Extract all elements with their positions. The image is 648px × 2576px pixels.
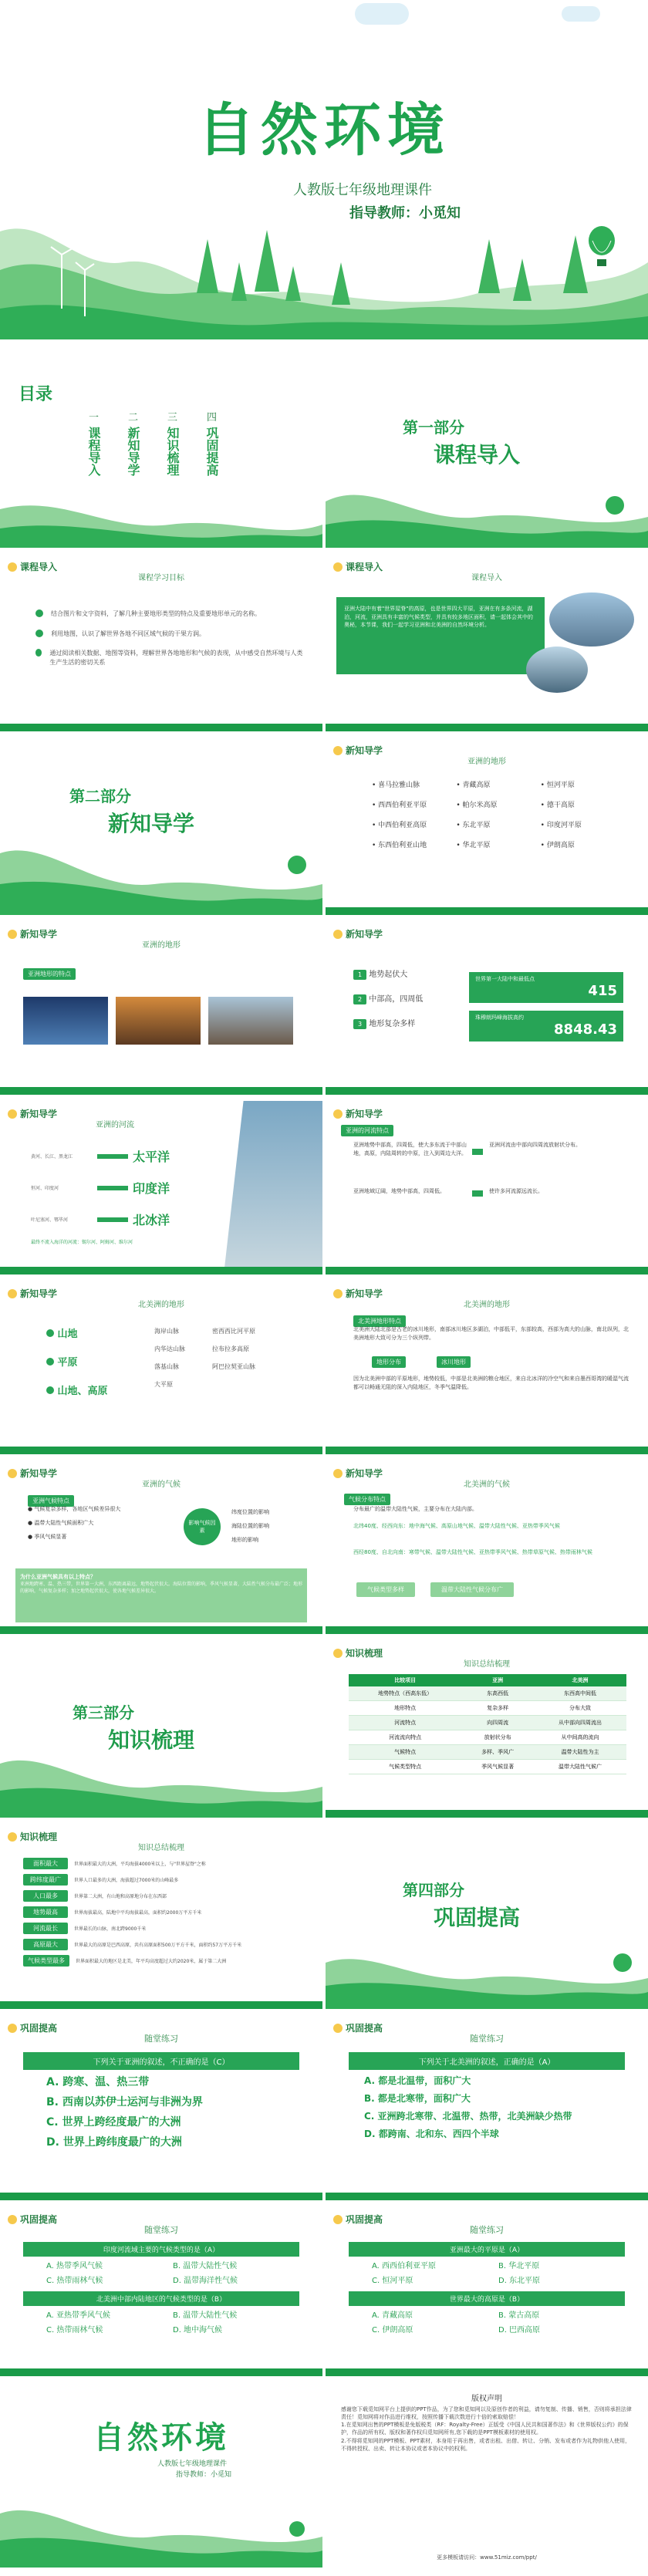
climate-intro: 分布最广的温带大陆性气候，主要分布在大陆内部。 [353,1506,478,1512]
sun-icon [8,1832,17,1842]
option-a[interactable]: A. 都是北温带，面积广大 [364,2075,471,2086]
table-cell: 气候类型特点 [349,1760,461,1774]
header: 新知导学 [333,1107,383,1120]
slide-review-2 [0,1824,322,2009]
list-item: ● 气候复杂多样，各地区气候差异很大 [28,1506,121,1512]
list-item: 结合图片和文字资料，了解几种主要地形类型的特点及重要地形单元的名称。 [35,609,307,619]
table-cell: 向四周流 [461,1716,534,1730]
river-cause-1: 亚洲地势中部高，四周低，使大多东流于中部山地，高原，内陆周转的中原，注入到周边大洋。 [353,1142,467,1156]
slide-toc [0,363,322,548]
toc-item-1[interactable]: 一 课程导入 [86,412,101,476]
part3-hills [0,1740,322,1818]
fact-list [23,1858,307,1967]
fact-label: 地势最高 [23,1906,68,1918]
option-grid-b [372,2308,625,2335]
list-item: 拉布拉多高原 [212,1345,249,1352]
header: 巩固提高 [8,2213,57,2226]
header: 新知导学 [8,1287,57,1300]
header: 知识梳理 [333,1646,383,1659]
header: 新知导学 [333,927,383,940]
end-teacher: 指导教师：小觅知 [175,2471,231,2479]
balloon-icon [586,225,617,272]
copyright-title: 版权声明 [471,2395,502,2403]
slide-new-5 [326,1101,648,1274]
compare-table [349,1674,626,1774]
list-item: 黄河、长江、黑龙江 太平洋 [31,1150,170,1164]
header: 新知导学 [8,927,57,940]
list-item [23,1939,307,1950]
section-subtitle: 亚洲的地形 [467,758,506,766]
table-cell: 地形特点 [349,1701,461,1716]
option-b[interactable]: B. 都是北寒带，面积广大 [364,2093,471,2104]
section-subtitle: 随堂练习 [144,2225,178,2235]
table-cell: 温带大陆性为主 [534,1745,626,1760]
fact-text: 世界最长的山脉，南北跨9000千米 [74,1926,147,1932]
list-item: 海岸山脉 [154,1328,179,1335]
list-item: 恒河、印度河 印度洋 [31,1181,170,1196]
landform-text-1: 北美洲大陆北部是古老的冰川地形，南部冰川地区多湖泊，中部低平，东部较高，西部为高大的山脉，南北纵列，北美洲地形大致可分为三个纵列带。 [353,1326,629,1341]
table-cell: 温带大陆性气候广 [534,1760,626,1774]
photo-lake [526,647,588,693]
toc-item-3[interactable]: 三 知识梳理 [165,412,180,476]
landform-names-mid [154,1327,185,1389]
header: 新知导学 [333,1467,383,1480]
pill-row: 地形分布 冰川地形 [372,1356,471,1368]
end-hills [0,2490,322,2568]
option-d[interactable]: D. 都跨南、北和东、西四个半球 [364,2129,499,2139]
toc-item-4[interactable]: 四 巩固提高 [204,412,219,476]
header: 课程导入 [333,560,383,573]
list-item: 1 地势起伏大 [353,967,423,980]
part1-label: 第一部分 [403,418,464,437]
section-subtitle: 北美洲的地形 [138,1301,184,1309]
option-a[interactable]: A. 跨寒、温、热三带 [46,2076,150,2088]
toc-item-2[interactable]: 二 新知导学 [126,412,140,476]
stat-box-1: 世界第一大陆中和最低点 415 [469,972,623,1003]
section-subtitle: 北美洲的气候 [464,1480,510,1489]
header: 知识梳理 [8,1830,57,1843]
factor-list [231,1508,269,1544]
list-item: 山地、高原 [46,1383,108,1397]
list-item: • 东北平原 [456,822,491,829]
slide-practice-2 [326,2015,648,2200]
section-subtitle: 随堂练习 [470,2225,504,2235]
option-c[interactable]: C. 热带雨林气候 [46,2277,103,2285]
slide-practice-3 [0,2206,322,2376]
list-item: 3 地形复杂多样 [353,1017,423,1029]
fact-label: 河流最长 [23,1923,68,1934]
section-subtitle: 北美洲的地形 [464,1301,510,1309]
pill-row: 气候类型多样 温带大陆性气候分布广 [356,1582,514,1597]
option-d[interactable]: D. 东北平原 [498,2277,541,2285]
list-item: • 青藏高原 [456,782,491,789]
fact-label: 高原最大 [23,1939,68,1950]
feature-pill: 气候分布特点 [344,1490,390,1505]
cover-teacher: 指导教师：小觅知 [349,205,461,221]
option-b[interactable]: B. 西南以苏伊士运河与非洲为界 [46,2096,203,2108]
table-cell: 多样、季风广 [461,1745,534,1760]
list-item: • 帕尔米高原 [456,802,498,809]
list-item: 密西西比河平原 [212,1328,255,1335]
sun-icon [8,1469,17,1478]
slide-new-9 [326,1460,648,1634]
section-subtitle: 课程学习目标 [138,574,184,582]
section-subtitle: 亚洲的地形 [142,941,181,950]
part2-label: 第二部分 [69,787,131,805]
slide-copyright [326,2382,648,2568]
list-item [23,1858,307,1869]
list-item: • 伊朗高原 [540,842,575,849]
option-grid-b [46,2308,299,2335]
list-item: • 喜马拉雅山脉 [372,782,420,789]
list-item: 内华达山脉 [154,1345,185,1352]
table-cell: 河流流向特点 [349,1730,461,1745]
list-item: 利用地图，认识了解世界各地不同区域气候的干果方润。 [35,630,307,639]
slide-new-1 [326,738,648,915]
table-cell: 东高西低 [461,1686,534,1701]
list-item: 2 中部高，四周低 [353,992,423,1004]
arrow-icon [472,1190,483,1197]
arrow-icon [472,1149,483,1155]
list-item: • 华北平原 [456,842,491,849]
toc-list [85,409,221,476]
question-banner-b: 北美洲中部内陆地区的气候类型的是（B） [23,2291,299,2306]
table-row [349,1716,626,1730]
river-footer: 最终不流入海洋的河流：锡尔河、阿姆河、维尔河 [31,1240,133,1245]
header: 新知导学 [333,744,383,757]
question-banner: 下列关于亚洲的叙述，不正确的是（C） [23,2052,299,2070]
table-cell: 气候特点 [349,1745,461,1760]
part4-name: 巩固提高 [434,1905,521,1930]
list-item: • 恒河平原 [540,782,575,789]
fact-label: 人口最多 [23,1890,68,1902]
sun-icon [333,2215,343,2224]
table-row [349,1686,626,1701]
table-cell: 复杂多样 [461,1701,534,1716]
fact-text: 世界面积最大的大洲，平均海拔4000米以上，与"世界屋脊"之称 [74,1862,206,1867]
slide-part4 [326,1824,648,2009]
option-d[interactable]: D. 巴西高原 [498,2326,541,2335]
stat-box-2: 珠穆朗玛峰海拔高约 8848.43 [469,1011,623,1042]
goal-list [35,609,307,667]
sun-icon [333,2024,343,2033]
climate-row-2: 西经80度、自北向南：寒带气候、温带大陆性气候、亚热带季风气候、热带草原气候、热带雨林气候 [353,1549,592,1555]
slide-new-8 [0,1460,322,1634]
end-subtitle: 人教版七年级地理课件 [157,2460,227,2468]
feature-pill: 亚洲地形的特点 [23,964,76,980]
slide-new-6 [0,1281,322,1454]
part2-name: 新知导学 [108,811,195,836]
list-item: 落基山脉 [154,1363,179,1370]
option-a[interactable]: A. 亚热带季风气候 [46,2311,111,2320]
table-header: 比较项目 亚洲 北美洲 [349,1674,626,1686]
landform-types [46,1325,108,1397]
header: 新知导学 [8,1467,57,1480]
feature-list [353,967,423,1029]
climate-factor-circle: 影响气候因素 [184,1508,221,1545]
photo-3 [208,997,293,1045]
table-cell: 季风气候显著 [461,1760,534,1774]
option-c[interactable]: C. 亚洲跨北寒带、北温带、热带，北美洲缺少热带 [364,2111,572,2122]
climate-row-1: 北纬40度、经西向东：地中海气候、高原山地气候、温带大陆性气候、亚热带季风气候 [353,1523,560,1529]
fact-text: 世界第二大洲，有山地和高原地分布在东西部 [74,1894,167,1899]
list-item: • 德干高原 [540,802,575,809]
list-item: • 中西伯利亚高原 [372,822,427,829]
option-c[interactable]: C. 恒河平原 [372,2277,413,2285]
table-cell: 从中间高的流向 [534,1730,626,1745]
list-item [23,1923,307,1934]
river-cause-2: 亚洲地域辽阔，地势中部高，四周低。 [353,1188,445,1194]
question-banner-a: 亚洲最大的平原是（A） [349,2242,625,2257]
option-c[interactable]: C. 世界上跨经度最广的大洲 [46,2116,181,2129]
sun-icon [333,1289,343,1298]
header: 课程导入 [8,560,57,573]
part4-hills [326,1932,648,2009]
option-a[interactable]: A. 热带季风气候 [46,2262,103,2270]
part4-label: 第四部分 [403,1881,464,1899]
list-item [23,1906,307,1918]
climate-list [28,1505,120,1541]
part1-hills [326,463,648,548]
table-row [349,1701,626,1716]
section-subtitle: 随堂练习 [144,2034,178,2044]
slide-part2 [0,738,322,915]
photo-mountain [549,593,634,647]
list-item: ● 季风气候显著 [28,1534,67,1540]
river-result-1: 亚洲河流由中部向四周流放射状分布。 [489,1142,581,1148]
section-subtitle: 知识总结梳理 [138,1844,184,1852]
list-item: 通过阅读相关数据、地图等资料，理解世界各地地形和气候的表现，从中感受自然环境与人类生产生活的密切关系 [35,649,307,667]
sun-icon [333,1469,343,1478]
sun-icon [8,2024,17,2033]
question-banner-a: 印度河流域主要的气候类型的是（A） [23,2242,299,2257]
copyright-text: 感谢您下载觅知网平台上提供的PPT作品，为了您和觅知网以及原创作者的利益，请勿复制、传播、销售，否则将承担法律责任！觅知网将对作品进行维权，按照传播下载次数进行十倍的索取赔偿！ 1.在觅知网出售的PPT模板是免版税类（RF：Royalty-Free）正版受《中国人民共和国著作法》和《世界版权公约》的保护，作品的所有权、版权和著作权归觅知网所有,您下载的是PPT模板素材的使用权。 2.不得将觅知网的PPT模板、PPT素材，本身用于再出售，或者出租、出借、转让、分销、发布或者作为礼物供他人使用，不得转授权、出卖、转让本协议或者本协议中的权利。 [341,2406,632,2452]
list-item: • 印度河平原 [540,822,582,829]
list-item: 海陆位置的影响 [231,1523,269,1529]
section-subtitle: 课程导入 [471,574,502,582]
option-b[interactable]: B. 温带大陆性气候 [173,2311,238,2320]
cover-subtitle: 人教版七年级地理课件 [293,182,432,198]
photo-1 [23,997,108,1045]
sun-icon [8,1109,17,1119]
table-cell: 从中部向四周流出 [534,1716,626,1730]
toc-hills [0,486,322,548]
slide-new-7 [326,1281,648,1454]
table-row [349,1730,626,1745]
header: 新知导学 [8,1107,57,1120]
slide-part1 [326,363,648,548]
sun-icon [333,746,343,755]
fact-label: 跨纬度最广 [23,1874,68,1886]
list-item: 平原 [46,1354,108,1369]
question-banner: 下列关于北美洲的叙述，正确的是（A） [349,2052,625,2070]
option-d[interactable]: D. 地中海气候 [173,2326,223,2335]
list-item: 叶尼塞河、鄂毕河 北冰洋 [31,1213,170,1227]
table-cell: 分布大致 [534,1701,626,1716]
slide-practice-1 [0,2015,322,2200]
climate-reason-box: 为什么亚洲气候具有以上特点？ 亚洲地跨寒、温、热三带，世界第一大洲，东西距离最远，地势起伏很大。海陆位置的影响，季风气候显著，大陆性气候分布最广泛；地形的影响，气候复杂多样；加之地势起伏很大，使各地气候差异很大。 [15,1568,307,1622]
slide-practice-4 [326,2206,648,2376]
sun-icon [8,930,17,939]
landform-names-right [212,1327,255,1371]
copyright-more[interactable]: 更多模板请访问：www.51miz.com/ppt/ [437,2554,537,2561]
river-list [31,1147,170,1228]
landform-grid [372,779,625,849]
part3-label: 第三部分 [73,1703,134,1722]
table-cell: 河流特点 [349,1716,461,1730]
header: 巩固提高 [333,2021,383,2034]
option-list [46,2074,203,2149]
slide-new-2 [0,921,322,1095]
option-b[interactable]: B. 蒙古高原 [498,2311,540,2320]
header: 新知导学 [333,1287,383,1300]
sun-icon [333,1109,343,1119]
fact-text: 世界海拔最高，陆地中平均海拔最高，面积约2000万平方千米 [74,1910,202,1916]
header: 巩固提高 [8,2021,57,2034]
feature-pill: 亚洲的河流特点 [341,1121,393,1136]
table-cell: 东西高中间低 [534,1686,626,1701]
list-item: 地形的影响 [231,1537,258,1543]
list-item [23,1955,307,1967]
slide-part3 [0,1640,322,1818]
option-grid-a [372,2259,625,2285]
photo-2 [116,997,201,1045]
slide-intro-2 [326,554,648,731]
river-result-2: 使许多河流源远流长。 [489,1188,543,1194]
landform-text-2: 因为北美洲中部的平原地形，地势较低，中部是北美洲的粮仓地区，来自北冰洋的冷空气和来自墨西哥湾的暖湿气流都可以畅通无阻的深入内陆地区，冬季气温降低。 [353,1376,629,1390]
table-cell: 地势特点（西高东低） [349,1686,461,1701]
slide-review-1 [326,1640,648,1818]
slide-intro-1 [0,554,322,731]
cover-title: 自然环境 [197,97,451,164]
table-cell: 放射状分布 [461,1730,534,1745]
option-c[interactable]: C. 伊朗高原 [372,2326,413,2335]
sun-icon [8,1289,17,1298]
part1-name: 课程导入 [434,442,521,468]
fact-text: 世界人口最多的大洲，海拔超过7000米的山峰最多 [74,1878,179,1883]
fact-text: 世界最大的高原是巴西高原，共有高原面积500万平方千米，面积约57万平方千米 [74,1943,242,1948]
feature-pill: 北美洲地形特点 [353,1312,406,1327]
section-subtitle: 亚洲的河流 [96,1121,134,1129]
intro-text: 亚洲大陆中有着"世界屋脊"的高原，也是世界四大平原，亚洲在有多条河流，湖泊，河流，亚洲具有丰富的气候类型，并具有较多地区面积，请一起体会其中的奥秘，本节课，我们一起学习亚洲和北美洲的自然环境分析。 [336,597,545,674]
option-c[interactable]: C. 热带雨林气候 [46,2326,103,2335]
question-banner-b: 世界最大的高原是（B） [349,2291,625,2306]
sun-icon [333,562,343,572]
section-subtitle: 随堂练习 [470,2034,504,2044]
list-item: • 西西伯利亚平原 [372,802,427,809]
toc-title: 目录 [19,385,53,404]
list-item: 山地 [46,1325,108,1340]
sun-icon [8,2215,17,2224]
option-d[interactable]: D. 世界上跨纬度最广的大洲 [46,2136,182,2149]
option-a[interactable]: A. 青藏高原 [372,2311,413,2320]
list-item: 纬度位置的影响 [231,1509,269,1515]
section-subtitle: 亚洲的气候 [142,1480,181,1489]
fact-label: 面积最大 [23,1858,68,1869]
option-a[interactable]: A. 西西伯利亚平原 [372,2262,437,2270]
slide-new-4 [0,1101,322,1274]
fact-label: 气候类型最多 [23,1955,69,1967]
header: 巩固提高 [333,2213,383,2226]
slide-new-3 [326,921,648,1095]
slide-end [0,2382,322,2568]
slide-cover [0,0,648,339]
cover-landscape [0,201,648,339]
part2-hills [0,830,322,915]
section-subtitle: 知识总结梳理 [464,1660,510,1669]
list-item: ● 温带大陆性气候面积广大 [28,1520,94,1526]
list-item: 大平原 [154,1381,173,1388]
option-d[interactable]: D. 温带海洋性气候 [173,2277,238,2285]
list-item: • 东西伯利亚山地 [372,842,427,849]
option-b[interactable]: B. 温带大陆性气候 [173,2262,238,2270]
feature-pill: 亚洲气候特点 [28,1491,74,1507]
sun-icon [333,1649,343,1658]
part3-name: 知识梳理 [108,1727,195,1753]
option-list [364,2074,572,2140]
list-item [23,1890,307,1902]
sun-icon [333,930,343,939]
table-row [349,1745,626,1760]
fact-text: 世界面积最大的地区是北美，年平均高度超过大约2020米，属于第二大洲 [76,1959,227,1964]
table-row [349,1760,626,1774]
option-b[interactable]: B. 华北平原 [498,2262,540,2270]
list-item: 阿巴拉契亚山脉 [212,1363,255,1370]
end-title: 自然环境 [93,2420,229,2456]
list-item [23,1874,307,1886]
option-grid-a [46,2259,299,2285]
sun-icon [8,562,17,572]
